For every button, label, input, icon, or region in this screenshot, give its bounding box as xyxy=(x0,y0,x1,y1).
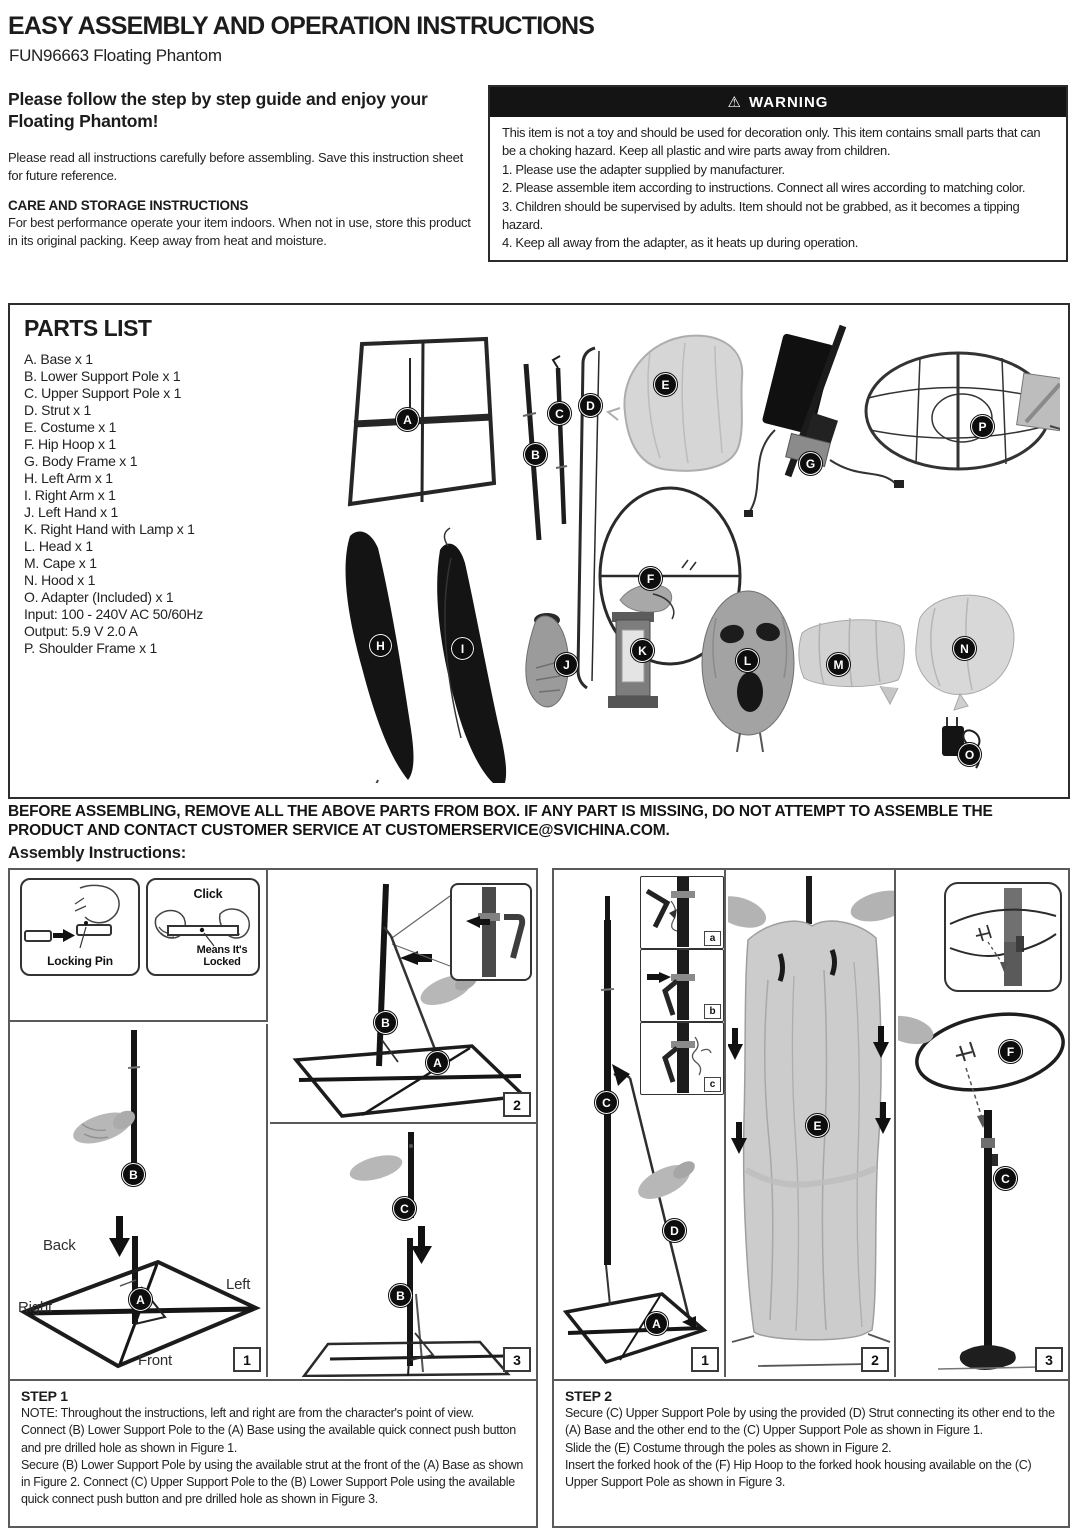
parts-list-item: P. Shoulder Frame x 1 xyxy=(24,640,158,656)
step1-line: Secure (B) Lower Support Pole by using the available strut at the front of the (A) Base as shown in Figure 2. Connect (C) Upper Support Pole to the (B) Lower Support Pole using the available quick connect push button and pre drilled hole as shown in Figure 3. xyxy=(21,1457,524,1507)
care-text: For best performance operate your item indoors. When not in use, store this product in its original packing. Keep away from heat and moisture. xyxy=(8,215,471,248)
part-badge-j: J xyxy=(555,653,578,676)
step1-fig1-badge-a: A xyxy=(129,1288,152,1311)
step2-heading: STEP 2 xyxy=(565,1388,612,1404)
step2-fig1-badge-c: C xyxy=(595,1091,618,1114)
step1-figure3 xyxy=(270,1126,536,1377)
part-badge-g: G xyxy=(799,452,822,475)
step2-fig3-badge-f: F xyxy=(999,1040,1022,1063)
parts-list-item: B. Lower Support Pole x 1 xyxy=(24,368,181,384)
means-locked-label: Means It's Locked xyxy=(196,944,248,968)
warning-intro: This item is not a toy and should be used for decoration only. This item contains small parts that can be a choking hazard. Keep all plastic and wire parts away from children. xyxy=(502,125,1041,159)
step2-fig3-badge-c: C xyxy=(994,1167,1017,1190)
part-photo-base xyxy=(350,339,494,504)
warning-title: WARNING xyxy=(748,93,829,111)
step1-figure3-illustration xyxy=(270,1126,536,1377)
care-heading: CARE AND STORAGE INSTRUCTIONS xyxy=(8,198,249,213)
step2-figure3 xyxy=(898,870,1068,1377)
part-photo-left-arm xyxy=(346,532,414,783)
part-badge-h: H xyxy=(369,634,392,657)
part-photo-right-arm xyxy=(437,528,506,783)
part-photo-shoulder-frame xyxy=(866,353,1060,469)
page-title: EASY ASSEMBLY AND OPERATION INSTRUCTIONS xyxy=(8,12,595,40)
figure-number-1: 1 xyxy=(691,1347,719,1372)
locking-pin-inset xyxy=(20,878,140,976)
parts-list-heading: PARTS LIST xyxy=(24,315,152,341)
figure-number-1: 1 xyxy=(233,1347,261,1372)
assembly-instructions-heading: Assembly Instructions: xyxy=(8,844,187,862)
step2-fig1-badge-a: A xyxy=(645,1312,668,1335)
parts-list-item: M. Cape x 1 xyxy=(24,555,97,571)
warning-item: 4. Keep all away from the adapter, as it heats up during operation. xyxy=(502,235,858,251)
step1-figure1 xyxy=(10,1024,268,1377)
label-back: Back xyxy=(43,1237,76,1254)
read-note: Please read all instructions carefully before assembling. Save this instruction sheet for future reference. xyxy=(8,150,463,183)
label-right: Right xyxy=(18,1299,53,1316)
step2-fig1-badge-d: D xyxy=(663,1219,686,1242)
parts-list-item: J. Left Hand x 1 xyxy=(24,504,119,520)
welcome-heading: Please follow the step by step guide and enjoy your Floating Phantom! xyxy=(8,89,428,131)
part-badge-o: O xyxy=(958,743,981,766)
parts-list-item: O. Adapter (Included) x 1 xyxy=(24,589,174,605)
step2-inset-c xyxy=(640,1022,724,1095)
label-left: Left xyxy=(226,1276,251,1293)
step1-fig2-inset-illustration xyxy=(452,885,530,979)
part-badge-f: F xyxy=(639,567,662,590)
click-label: Click xyxy=(193,887,223,901)
parts-list-item: Output: 5.9 V 2.0 A xyxy=(24,623,138,639)
step2-inset-a xyxy=(640,876,724,949)
figure-number-3: 3 xyxy=(1035,1347,1063,1372)
part-badge-m: M xyxy=(827,653,850,676)
part-photo-upper-pole xyxy=(553,356,567,524)
part-photo-cape xyxy=(799,618,904,704)
part-badge-i: I xyxy=(451,637,474,660)
parts-list-item: E. Costume x 1 xyxy=(24,419,117,435)
step2-text xyxy=(554,1379,1068,1498)
part-badge-b: B xyxy=(524,443,547,466)
step2-figure2 xyxy=(728,870,896,1377)
step1-figure2 xyxy=(270,870,536,1124)
parts-illustration xyxy=(320,318,1060,783)
figure-number-2: 2 xyxy=(503,1092,531,1117)
before-assembling-note: BEFORE ASSEMBLING, REMOVE ALL THE ABOVE PARTS FROM BOX. IF ANY PART IS MISSING, DO NOT ATTEMPT TO ASSEMBLE THE PRODUCT AND CONTACT CUSTOMER SERVICE AT CUSTOMERSERVICE@SVICHINA.COM. xyxy=(8,803,993,839)
step1-fig3-badge-c: C xyxy=(393,1197,416,1220)
parts-list-item: H. Left Arm x 1 xyxy=(24,470,113,486)
step1-line: NOTE: Throughout the instructions, left and right are from the character's point of view. xyxy=(21,1406,474,1420)
parts-list-item: L. Head x 1 xyxy=(24,538,93,554)
step1-heading: STEP 1 xyxy=(21,1388,68,1404)
parts-list-item: F. Hip Hoop x 1 xyxy=(24,436,116,452)
label-front: Front xyxy=(138,1352,173,1369)
parts-box xyxy=(8,303,1070,799)
step2-line: Slide the (E) Costume through the poles as shown in Figure 2. xyxy=(565,1440,892,1455)
warning-box xyxy=(488,85,1068,262)
step1-fig2-badge-b: B xyxy=(374,1011,397,1034)
warning-item: 1. Please use the adapter supplied by manufacturer. xyxy=(502,161,785,177)
warning-item: 2. Please assemble item according to instructions. Connect all wires according to matching color. xyxy=(502,180,1026,196)
parts-list-item: Input: 100 - 240V AC 50/60Hz xyxy=(24,606,204,622)
step2-line: Secure (C) Upper Support Pole by using the provided (D) Strut connecting its other end to the (A) Base and the other end to the (C) Upper Support Pole as shown in Figure 1. xyxy=(565,1406,1055,1438)
parts-list-item: G. Body Frame x 1 xyxy=(24,453,138,469)
parts-list-item: C. Upper Support Pole x 1 xyxy=(24,385,182,401)
step2-inset-b xyxy=(640,949,724,1022)
inset-letter-b: b xyxy=(704,1004,721,1019)
part-badge-c: C xyxy=(548,402,571,425)
inset-letter-a: a xyxy=(704,931,721,946)
warning-header xyxy=(490,87,1066,117)
step1-box xyxy=(8,868,538,1528)
step2-fig3-inset-illustration xyxy=(946,884,1060,990)
warning-triangle-icon: ⚠ xyxy=(727,93,741,111)
parts-list-item: N. Hood x 1 xyxy=(24,572,96,588)
step1-fig1-badge-b: B xyxy=(122,1163,145,1186)
step1-fig3-badge-b: B xyxy=(389,1284,412,1307)
warning-body xyxy=(490,117,1066,260)
page-subtitle: FUN96663 Floating Phantom xyxy=(9,46,222,65)
step2-fig3-inset xyxy=(944,882,1062,992)
figure-number-3: 3 xyxy=(503,1347,531,1372)
step2-fig2-badge-e: E xyxy=(806,1114,829,1137)
figure-number-2: 2 xyxy=(861,1347,889,1372)
part-badge-l: L xyxy=(736,649,759,672)
click-inset xyxy=(146,878,260,976)
step1-lockingpin-cell xyxy=(10,870,268,1022)
parts-list-item: A. Base x 1 xyxy=(24,351,93,367)
part-badge-d: D xyxy=(579,394,602,417)
warning-item: 3. Children should be supervised by adults. Item should not be grabbed, as it becomes a tipping hazard. xyxy=(502,198,1020,233)
part-badge-k: K xyxy=(631,639,654,662)
part-badge-e: E xyxy=(654,373,677,396)
intro-section xyxy=(8,88,472,249)
part-photo-body-frame xyxy=(744,326,904,517)
step2-box xyxy=(552,868,1070,1528)
parts-list xyxy=(24,351,203,657)
part-photo-costume xyxy=(608,336,742,471)
locking-pin-label: Locking Pin xyxy=(47,954,113,968)
step2-figure1 xyxy=(554,870,726,1377)
parts-list-item: K. Right Hand with Lamp x 1 xyxy=(24,521,195,537)
parts-list-item: D. Strut x 1 xyxy=(24,402,92,418)
step1-text xyxy=(10,1379,536,1516)
step1-line: Connect (B) Lower Support Pole to the (A) Base using the available quick connect push button and pre drilled hole as shown in Figure 1. xyxy=(21,1423,516,1455)
part-badge-a: A xyxy=(396,408,419,431)
step1-fig2-inset xyxy=(450,883,532,981)
step1-figure1-illustration xyxy=(10,1024,266,1377)
step2-line: Insert the forked hook of the (F) Hip Hoop to the forked hook housing available on the (C) Upper Support Pole as shown in Figure 3. xyxy=(565,1457,1032,1490)
inset-letter-c: c xyxy=(704,1077,721,1092)
step1-fig2-badge-a: A xyxy=(426,1051,449,1074)
parts-list-item: I. Right Arm x 1 xyxy=(24,487,116,503)
part-badge-p: P xyxy=(971,415,994,438)
part-badge-n: N xyxy=(953,637,976,660)
